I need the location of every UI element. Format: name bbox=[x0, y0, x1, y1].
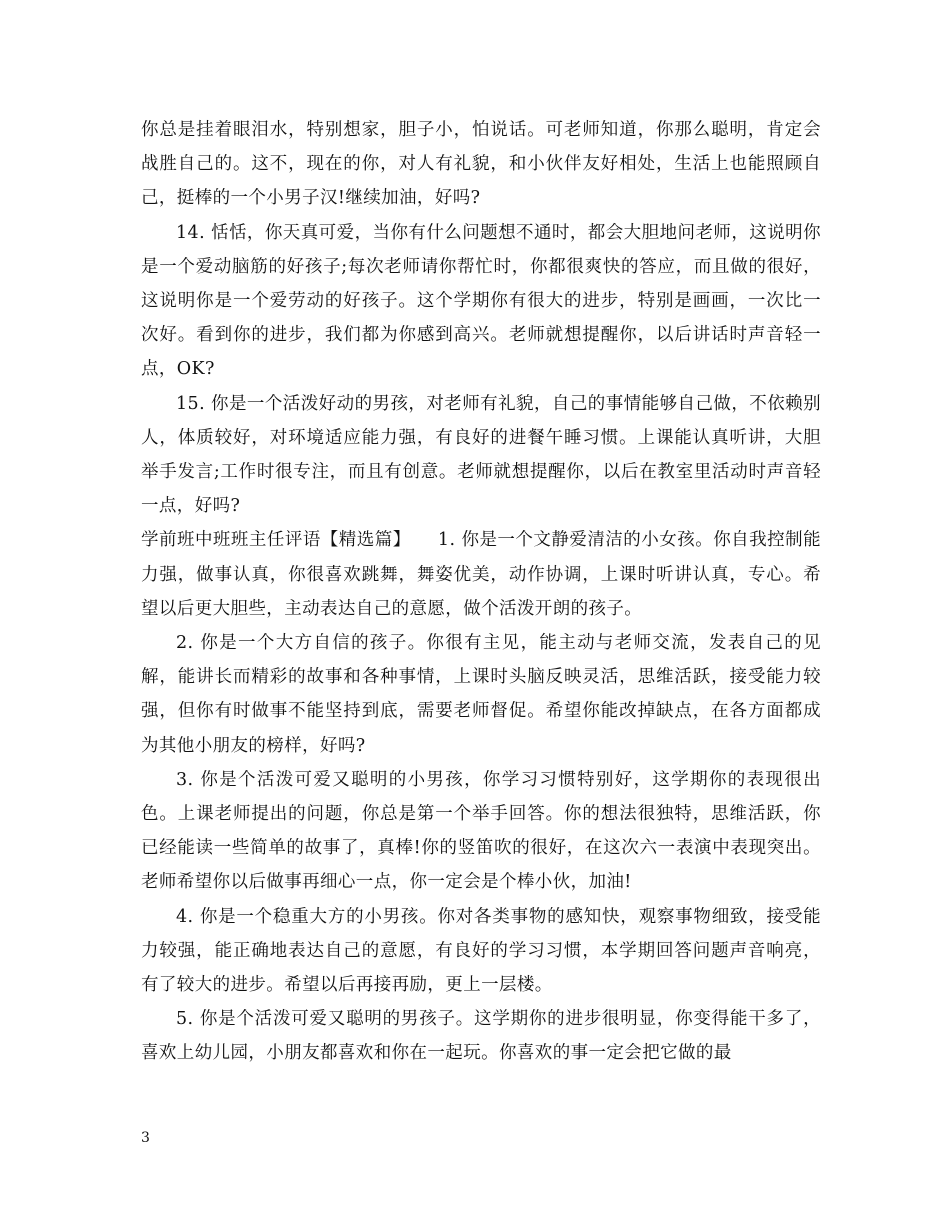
paragraph-continuation: 你总是挂着眼泪水，特别想家，胆子小，怕说话。可老师知道，你那么聪明，肯定会战胜自己的。这不，现在的你，对人有礼貌，和小伙伴友好相处，生活上也能照顾自己，挺棒的一个小男子汉!继续加油，好吗? bbox=[141, 120, 821, 209]
paragraph-2: 2. 你是一个大方自信的孩子。你很有主见，能主动与老师交流，发表自己的见解，能讲长而精彩的故事和各种事情，上课时头脑反映灵活，思维活跃，接受能力较强，但你有时做事不能坚持到底，需要老师督促。希望你能改掉缺点，在各方面都成为其他小朋友的榜样，好吗? bbox=[141, 633, 821, 756]
paragraph-4: 4. 你是一个稳重大方的小男孩。你对各类事物的感知快，观察事物细致，接受能力较强，能正确地表达自己的意愿，有良好的学习习惯，本学期回答问题声音响亮，有了较大的进步。希望以后再接再励，更上一层楼。 bbox=[141, 906, 821, 996]
paragraph-14: 14. 恬恬，你天真可爱，当你有什么问题想不通时，都会大胆地问老师，这说明你是一个爱动脑筋的好孩子;每次老师请你帮忙时，你都很爽快的答应，而且做的很好，这说明你是一个爱劳动的好孩子。这个学期你有很大的进步，特别是画画，一次比一次好。看到你的进步，我们都为你感到高兴。老师就想提醒你，以后讲话时声音轻一点，OK? bbox=[141, 222, 821, 380]
page-number: 3 bbox=[141, 1130, 150, 1146]
section-heading-paragraph-1: 学前班中班班主任评语【精选篇】 1. 你是一个文静爱清洁的小女孩。你自我控制能力强，做事认真，你很喜欢跳舞，舞姿优美，动作协调，上课时听讲认真，专心。希望以后更大胆些，主动表达自己的意愿，做个活泼开朗的孩子。 bbox=[141, 530, 821, 619]
paragraph-15: 15. 你是一个活泼好动的男孩，对老师有礼貌，自己的事情能够自己做，不依赖别人，体质较好，对环境适应能力强，有良好的进餐午睡习惯。上课能认真听讲，大胆举手发言;工作时很专注，而且有创意。老师就想提醒你，以后在教室里活动时声音轻一点，好吗? bbox=[141, 393, 821, 517]
paragraph-5: 5. 你是个活泼可爱又聪明的男孩子。这学期你的进步很明显，你变得能干多了，喜欢上幼儿园，小朋友都喜欢和你在一起玩。你喜欢的事一定会把它做的最 bbox=[141, 1009, 821, 1064]
paragraph-3: 3. 你是个活泼可爱又聪明的小男孩，你学习习惯特别好，这学期你的表现很出色。上课老师提出的问题，你总是第一个举手回答。你的想法很独特，思维活跃，你已经能读一些简单的故事了，真棒!你的竖笛吹的很好，在这次六一表演中表现突出。老师希望你以后做事再细心一点，你一定会是个棒小伙，加油! bbox=[141, 769, 821, 893]
body-text bbox=[141, 113, 821, 1071]
